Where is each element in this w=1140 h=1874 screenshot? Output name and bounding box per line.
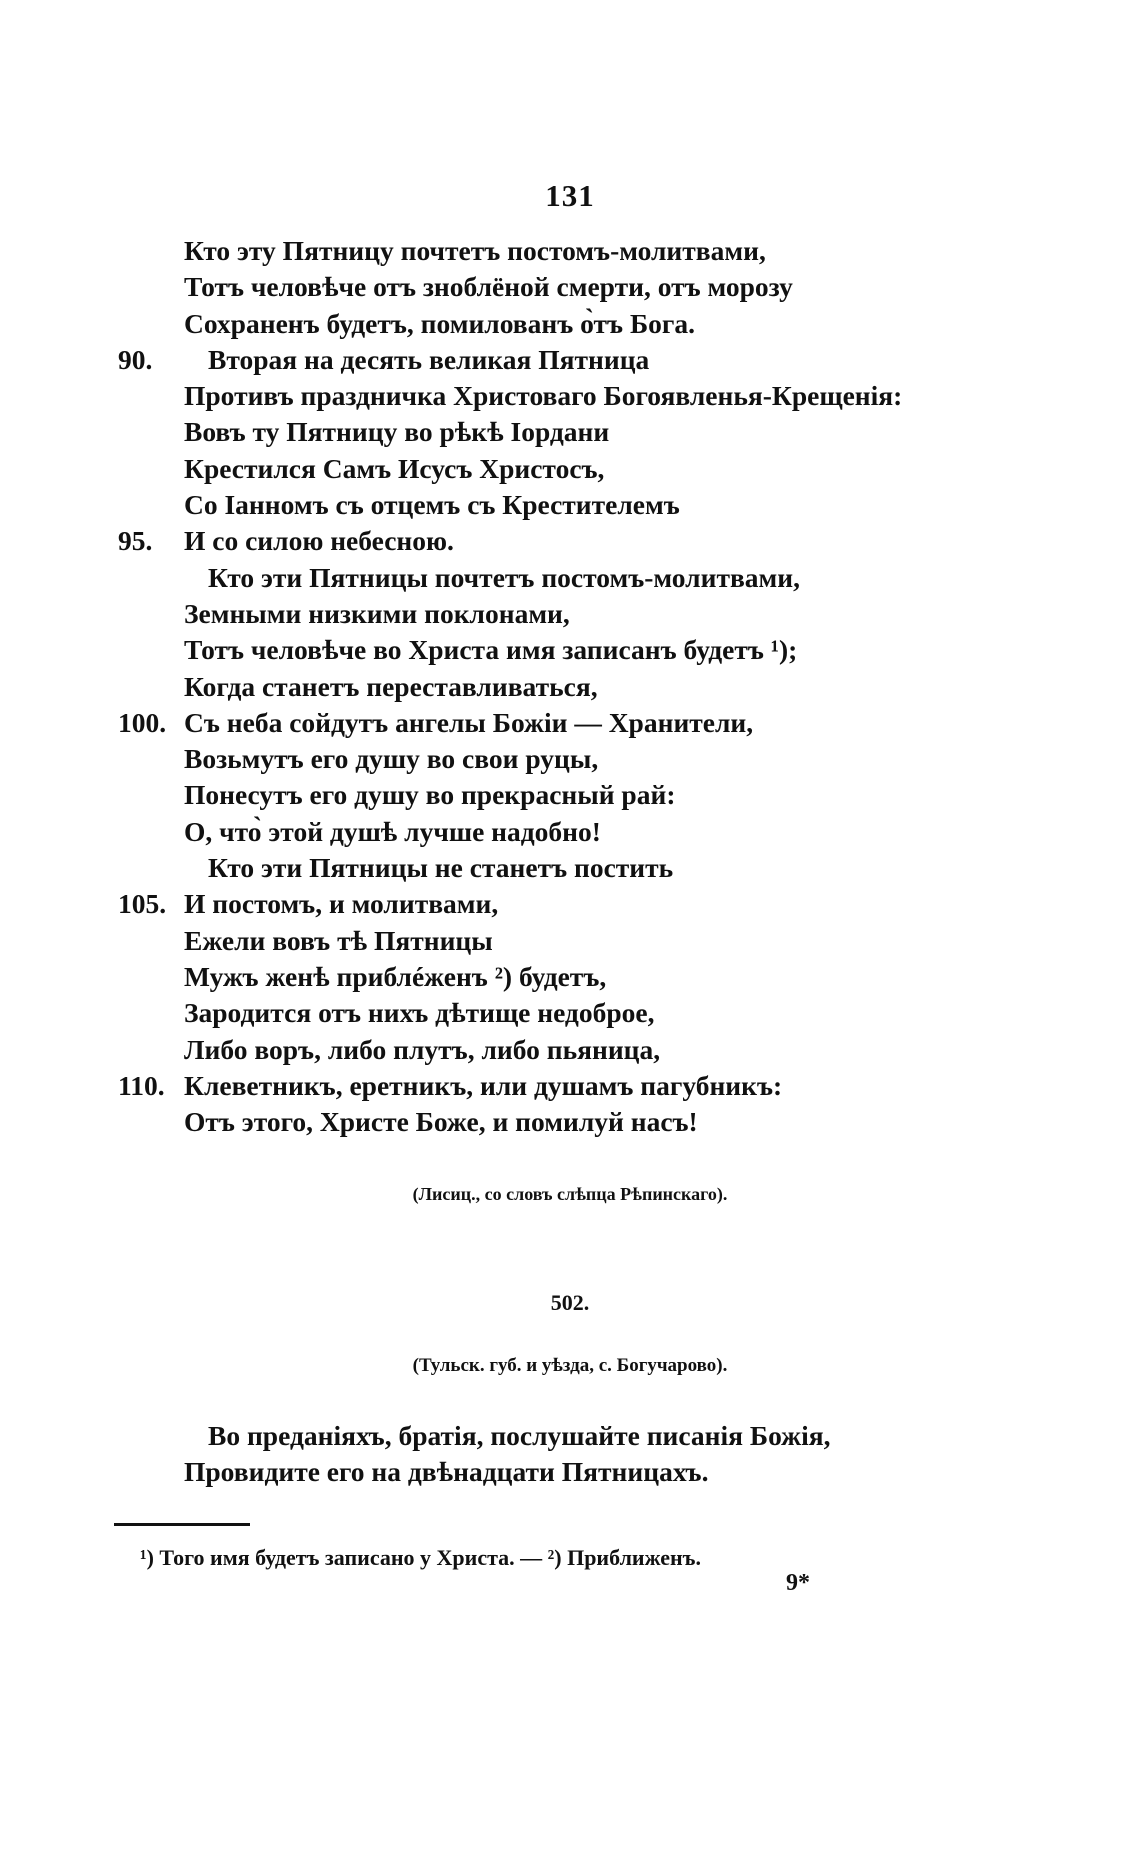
verse-line	[0, 596, 1140, 632]
poem-verses	[0, 233, 1140, 1140]
line-number: 105.	[118, 888, 167, 920]
verse-text: Ежели вовъ тѣ Пятницы	[184, 924, 493, 956]
verse-text: Кто эти Пятницы не станетъ постить	[208, 852, 674, 884]
verse-line	[0, 523, 1140, 559]
verse-text: Со Іанномъ съ отцемъ съ Крестителемъ	[184, 489, 680, 521]
line-number: 90.	[118, 343, 153, 375]
verse-text: Понесутъ его душу во прекрасный рай:	[184, 779, 676, 811]
verse-line	[0, 632, 1140, 668]
verse-text: Либо воръ, либо плутъ, либо пьяница,	[184, 1033, 661, 1065]
song-number: 502.	[550, 1290, 590, 1315]
verse-text: Съ неба сойдутъ ангелы Божіи — Хранители,	[184, 706, 754, 738]
verse-line	[0, 306, 1140, 342]
verse-line	[0, 1104, 1140, 1140]
verse-text: Отъ этого, Христе Боже, и помилуй насъ!	[184, 1106, 698, 1138]
verse-text: Зародится отъ нихъ дѣтище недоброе,	[184, 997, 655, 1029]
verse-line	[0, 850, 1140, 886]
printer-signature: 9*	[786, 1570, 810, 1596]
verse-line	[0, 342, 1140, 378]
verse-text: Тотъ человѣче во Христа имя записанъ будетъ ¹);	[184, 634, 798, 666]
verse-text: Крестился Самъ Исусъ Христосъ,	[184, 452, 605, 484]
verse-line	[0, 959, 1140, 995]
verse-line	[0, 669, 1140, 705]
verse-text: Вовъ ту Пятницу во рѣкѣ Іордани	[184, 416, 610, 448]
verse-text: Кто эти Пятницы почтетъ постомъ-молитвами,	[208, 561, 801, 593]
verse-text: И со силою небесною.	[184, 525, 454, 557]
verse-text: Земными низкими поклонами,	[184, 597, 570, 629]
source-attribution: (Лисиц., со словъ слѣпца Рѣпинскаго).	[412, 1184, 728, 1204]
verse-text: Кто эту Пятницу почтетъ постомъ-молитвами,	[184, 235, 766, 266]
verse-line	[0, 886, 1140, 922]
verse-text: Когда станетъ переставливаться,	[184, 670, 598, 702]
verse-line	[0, 1032, 1140, 1068]
verse-text: О, что̀ этой душѣ лучше надобно!	[184, 815, 601, 847]
verse-line	[0, 233, 1140, 269]
verse-text: Возьмутъ его душу во свои руцы,	[184, 743, 599, 775]
verse-line	[0, 1068, 1140, 1104]
verse-line	[0, 414, 1140, 450]
verse-text: Тотъ человѣче отъ зноблёной смерти, отъ морозу	[184, 271, 793, 303]
verse-line	[0, 269, 1140, 305]
verse-text: Противъ праздничка Христоваго Богоявленья-Крещенія:	[184, 380, 903, 412]
verse-text: Провидите его на двѣнадцати Пятницахъ.	[184, 1456, 709, 1488]
verse-text: Сохраненъ будетъ, помилованъ о̀тъ Бога.	[184, 307, 695, 339]
verse-line	[0, 1454, 1140, 1490]
line-number: 95.	[118, 525, 153, 557]
verse-line	[0, 560, 1140, 596]
verse-line	[0, 995, 1140, 1031]
verse-line	[0, 705, 1140, 741]
footnote: ¹) Того имя будетъ записано у Христа. — ²) Приближенъ.	[140, 1545, 702, 1570]
verse-line	[0, 741, 1140, 777]
line-number: 110.	[118, 1069, 165, 1101]
verse-line	[0, 814, 1140, 850]
footnote-divider	[114, 1523, 250, 1526]
verse-line	[0, 923, 1140, 959]
verse-text: Вторая на десять великая Пятница	[208, 343, 650, 375]
verse-text: Клеветникъ, еретникъ, или душамъ пагубникъ:	[184, 1069, 783, 1101]
verse-line	[0, 451, 1140, 487]
verse-text: Мужъ женѣ приблéженъ ²) будетъ,	[184, 960, 607, 992]
second-song	[0, 1418, 1140, 1491]
verse-line	[0, 1418, 1140, 1454]
locality-note: (Тульск. губ. и уѣзда, с. Богучарово).	[412, 1355, 728, 1376]
verse-line	[0, 487, 1140, 523]
verse-line	[0, 777, 1140, 813]
line-number: 100.	[118, 706, 167, 738]
verse-text: И постомъ, и молитвами,	[184, 888, 499, 920]
verse-text: Во преданіяхъ, братія, послушайте писанія Божія,	[208, 1420, 831, 1451]
page-number: 131	[545, 178, 595, 213]
verse-line	[0, 378, 1140, 414]
